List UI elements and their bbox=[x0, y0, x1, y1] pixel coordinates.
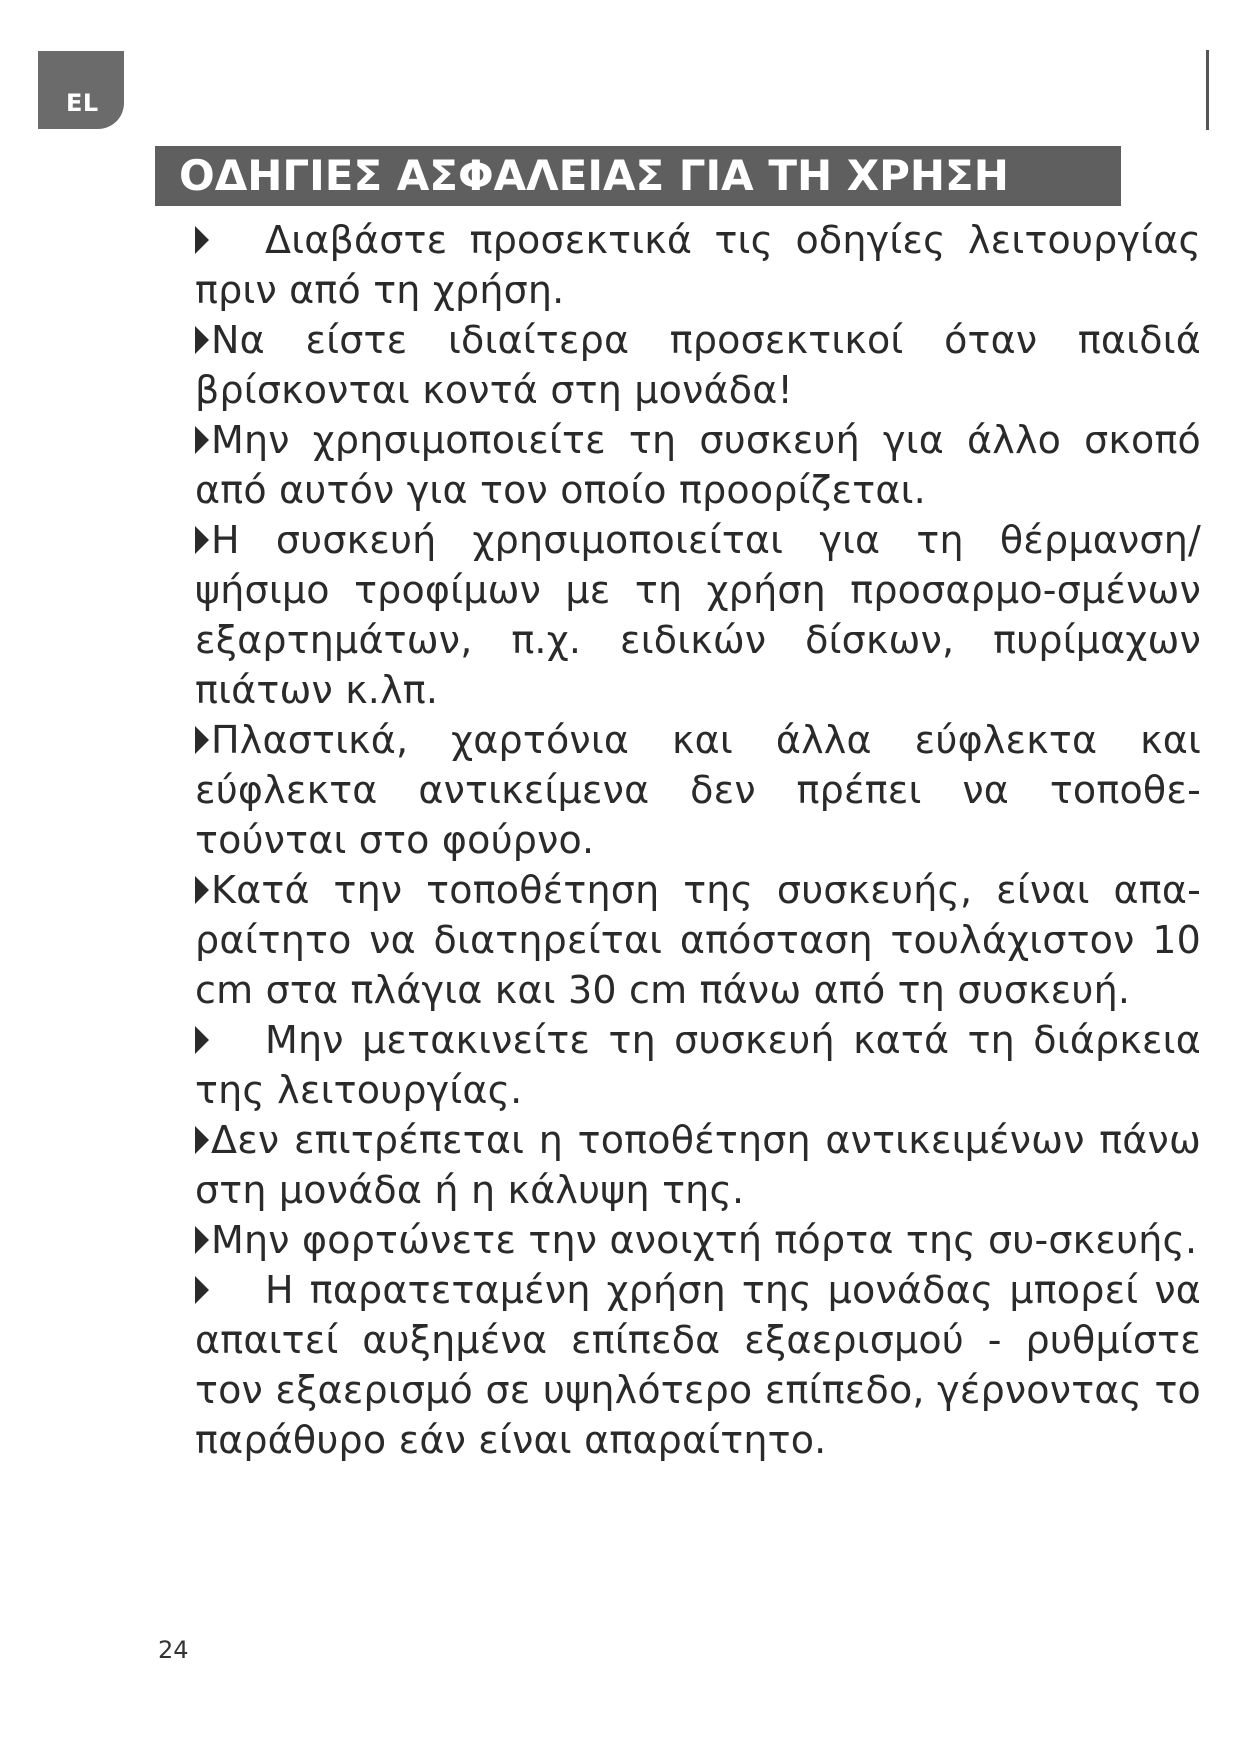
list-item-text: Η παρατεταμένη χρήση της μονάδας μπορεί να απαιτεί αυξημένα επίπεδα εξαερισμού - ρυθμίστε τον εξαερισμό σε υψηλότερο επίπεδο, γέρνοντας το παράθυρο εάν είναι απαραίτητο. bbox=[195, 1268, 1201, 1462]
list-item-text: Να είστε ιδιαίτερα προσεκτικοί όταν παιδιά βρίσκονται κοντά στη μονάδα! bbox=[195, 318, 1201, 412]
list-item-text: Δεν επιτρέπεται η τοποθέτηση αντικειμένων πάνω στη μονάδα ή η κάλυψη της. bbox=[195, 1118, 1201, 1212]
list-item bbox=[195, 715, 1201, 865]
list-item bbox=[195, 1265, 1201, 1465]
safety-instructions-list bbox=[195, 215, 1201, 1465]
list-item bbox=[195, 215, 1201, 315]
bullet-icon bbox=[195, 426, 209, 454]
list-item bbox=[195, 315, 1201, 415]
list-item-text: Μην μετακινείτε τη συσκευή κατά τη διάρκεια της λειτουργίας. bbox=[195, 1018, 1201, 1112]
bullet-icon bbox=[195, 226, 209, 254]
top-right-rule bbox=[1206, 50, 1209, 130]
bullet-icon bbox=[195, 1026, 209, 1054]
bullet-icon bbox=[195, 1126, 209, 1154]
list-item-text: Κατά την τοποθέτηση της συσκευής, είναι απα-ραίτητο να διατηρείται απόσταση τουλάχιστον 10 cm στα πλάγια και 30 cm πάνω από τη συσκευή. bbox=[195, 868, 1201, 1012]
bullet-icon bbox=[195, 526, 209, 554]
list-item bbox=[195, 1115, 1201, 1215]
language-tab-label: EL bbox=[66, 89, 99, 117]
bullet-icon bbox=[195, 726, 209, 754]
language-tab bbox=[38, 51, 124, 129]
list-item-text: Πλαστικά, χαρτόνια και άλλα εύφλεκτα και εύφλεκτα αντικείμενα δεν πρέπει να τοποθε-τούνται στο φούρνο. bbox=[195, 718, 1201, 862]
list-item bbox=[195, 415, 1201, 515]
list-item bbox=[195, 1015, 1201, 1115]
list-item bbox=[195, 865, 1201, 1015]
list-item-text: Διαβάστε προσεκτικά τις οδηγίες λειτουργίας πριν από τη χρήση. bbox=[195, 218, 1201, 312]
bullet-icon bbox=[195, 1226, 209, 1254]
list-item-text: Μην χρησιμοποιείτε τη συσκευή για άλλο σκοπό από αυτόν για τον οποίο προορίζεται. bbox=[195, 418, 1201, 512]
list-item-text: Μην φορτώνετε την ανοιχτή πόρτα της συ-σκευής. bbox=[211, 1218, 1198, 1262]
list-item bbox=[195, 1215, 1201, 1265]
list-item bbox=[195, 515, 1201, 715]
bullet-icon bbox=[195, 326, 209, 354]
page-number: 24 bbox=[158, 1636, 189, 1664]
bullet-icon bbox=[195, 876, 209, 904]
list-item-text: Η συσκευή χρησιμοποιείται για τη θέρμανση/ψήσιμο τροφίμων με τη χρήση προσαρμο-σμένων εξαρτημάτων, π.χ. ειδικών δίσκων, πυρίμαχων πιάτων κ.λπ. bbox=[195, 518, 1201, 712]
section-title-bar bbox=[155, 146, 1121, 206]
section-title: ΟΔΗΓΙΕΣ ΑΣΦΑΛΕΙΑΣ ΓΙΑ ΤΗ ΧΡΗΣΗ bbox=[179, 151, 1009, 200]
bullet-icon bbox=[195, 1276, 209, 1304]
